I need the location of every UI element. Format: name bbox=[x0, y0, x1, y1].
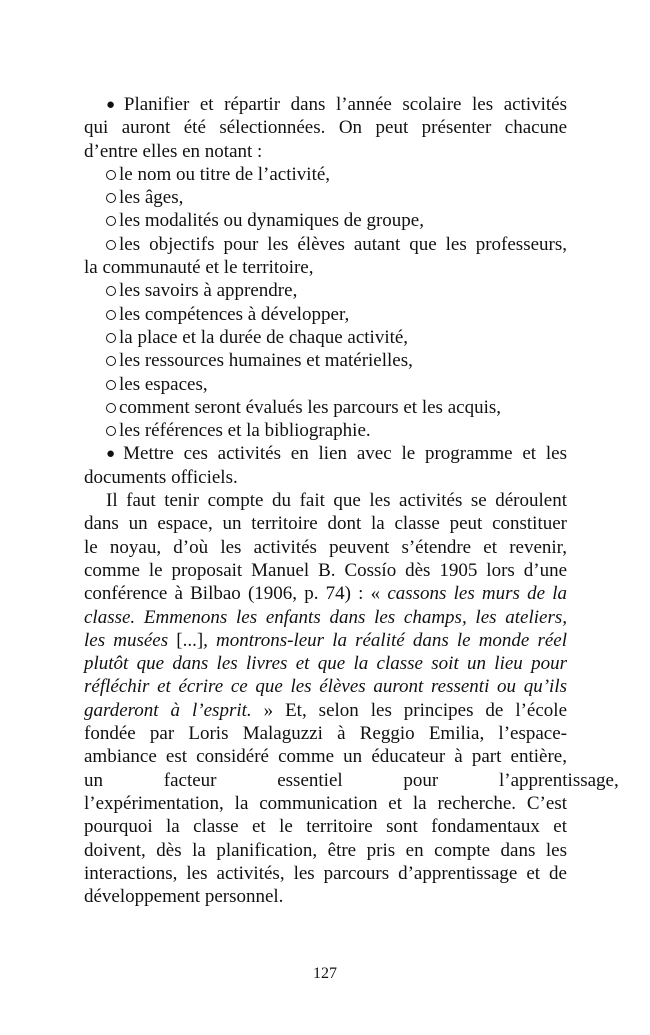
text-line: dans un espace, un territoire dont la classe peut constituer bbox=[84, 513, 567, 535]
list-item-label: la place et la durée de chaque activité, bbox=[119, 326, 409, 348]
text-line: qui auront été sélectionnées. On peut présenter chacune bbox=[84, 117, 567, 139]
bullet-dot-icon: ● bbox=[106, 446, 121, 463]
text-line: comme le proposait Manuel B. Cossío dès 1905 lors d’une bbox=[84, 559, 567, 581]
text-line bbox=[84, 675, 567, 698]
quote-text: classe. Emmenons les enfants dans les champs, les ateliers, bbox=[84, 606, 567, 628]
text-line: pourquoi la classe et le territoire sont fondamentaux et bbox=[84, 816, 567, 838]
text-line: documents officiels. bbox=[84, 466, 238, 488]
list-item-label: les espaces, bbox=[119, 373, 208, 395]
text-line bbox=[84, 606, 567, 629]
list-item-label: les ressources humaines et matérielles, bbox=[119, 350, 413, 372]
list-item-label: les âges, bbox=[119, 187, 184, 209]
bullet-item-planifier bbox=[84, 93, 567, 116]
text-line bbox=[84, 652, 567, 675]
circle-bullet-icon bbox=[106, 380, 116, 390]
circle-bullet-icon bbox=[106, 310, 116, 320]
text-line: Planifier et répartir dans l’année scolaire les activités bbox=[123, 94, 567, 115]
circle-bullet-icon bbox=[106, 193, 116, 203]
circle-bullet-icon bbox=[106, 216, 116, 226]
quote-text: cassons les murs de la bbox=[387, 583, 567, 605]
list-item-label: les savoirs à apprendre, bbox=[119, 280, 298, 302]
text-line: fondée par Loris Malaguzzi à Reggio Emilia, l’espace- bbox=[84, 723, 567, 745]
text-line bbox=[84, 699, 567, 722]
text-line: interactions, les activités, les parcours d’apprentissage et de bbox=[84, 862, 567, 884]
circle-bullet-icon bbox=[106, 240, 116, 250]
quote-text: plutôt que dans les livres et que la classe soit un lieu pour bbox=[84, 653, 567, 675]
page-body-text bbox=[84, 93, 619, 908]
text-line: l’expérimentation, la communication et la recherche. C’est bbox=[84, 792, 567, 814]
circle-bullet-icon bbox=[106, 286, 116, 296]
circle-bullet-icon bbox=[106, 333, 116, 343]
circle-bullet-icon bbox=[106, 356, 116, 366]
bullet-dot-icon: ● bbox=[106, 97, 121, 113]
text-span: conférence à Bilbao (1906, p. 74) : « bbox=[84, 583, 388, 605]
text-line: développement personnel. bbox=[84, 886, 284, 908]
quote-text: réfléchir et écrire ce que les élèves auront ressenti ou qu’ils bbox=[84, 676, 567, 698]
list-item bbox=[84, 419, 567, 442]
list-item-label: les compétences à développer, bbox=[119, 303, 350, 325]
list-item bbox=[84, 279, 567, 302]
list-item bbox=[84, 326, 567, 349]
text-line: Il faut tenir compte du fait que les activités se déroulent bbox=[106, 490, 567, 512]
list-item bbox=[84, 373, 567, 396]
circle-bullet-icon bbox=[106, 170, 116, 180]
text-line bbox=[84, 582, 567, 605]
quote-text: les musées bbox=[84, 629, 169, 651]
list-item bbox=[84, 396, 567, 419]
text-line: doivent, dès la planification, être pris en compte dans les bbox=[84, 839, 567, 861]
circle-bullet-icon bbox=[106, 426, 116, 436]
text-span: » Et, selon les principes de l’école bbox=[251, 699, 567, 721]
list-item-label: les références et la bibliographie. bbox=[119, 420, 371, 442]
text-line: ambiance est considéré comme un éducateur à part entière, bbox=[84, 746, 567, 768]
text-line: le noyau, d’où les activités peuvent s’étendre et revenir, bbox=[84, 536, 567, 558]
page-number: 127 bbox=[313, 965, 337, 982]
quote-text: garderont à l’esprit. bbox=[84, 699, 252, 721]
list-item-label: comment seront évalués les parcours et les acquis, bbox=[119, 396, 501, 418]
circle-bullet-icon bbox=[106, 403, 116, 413]
quote-text: , montrons-leur la réalité dans le monde réel bbox=[203, 629, 568, 651]
bullet-item-mettre bbox=[84, 442, 567, 465]
text-line: Mettre ces activités en lien avec le programme et les bbox=[123, 443, 567, 465]
text-line: d’entre elles en notant : bbox=[84, 140, 263, 162]
list-item-label: le nom ou titre de l’activité, bbox=[119, 163, 331, 185]
list-item-label: les objectifs pour les élèves autant que les professeurs, bbox=[119, 233, 567, 255]
text-line: la communauté et le territoire, bbox=[84, 257, 314, 279]
list-item bbox=[84, 303, 567, 326]
list-item bbox=[84, 163, 567, 186]
list-item bbox=[84, 233, 567, 256]
text-span: [...] bbox=[168, 629, 204, 651]
list-item bbox=[84, 186, 567, 209]
list-item bbox=[84, 349, 567, 372]
list-item bbox=[84, 209, 567, 232]
text-line: un facteur essentiel pour l’apprentissage, bbox=[84, 769, 619, 791]
list-item-label: les modalités ou dynamiques de groupe, bbox=[119, 210, 424, 232]
text-line bbox=[84, 629, 567, 652]
